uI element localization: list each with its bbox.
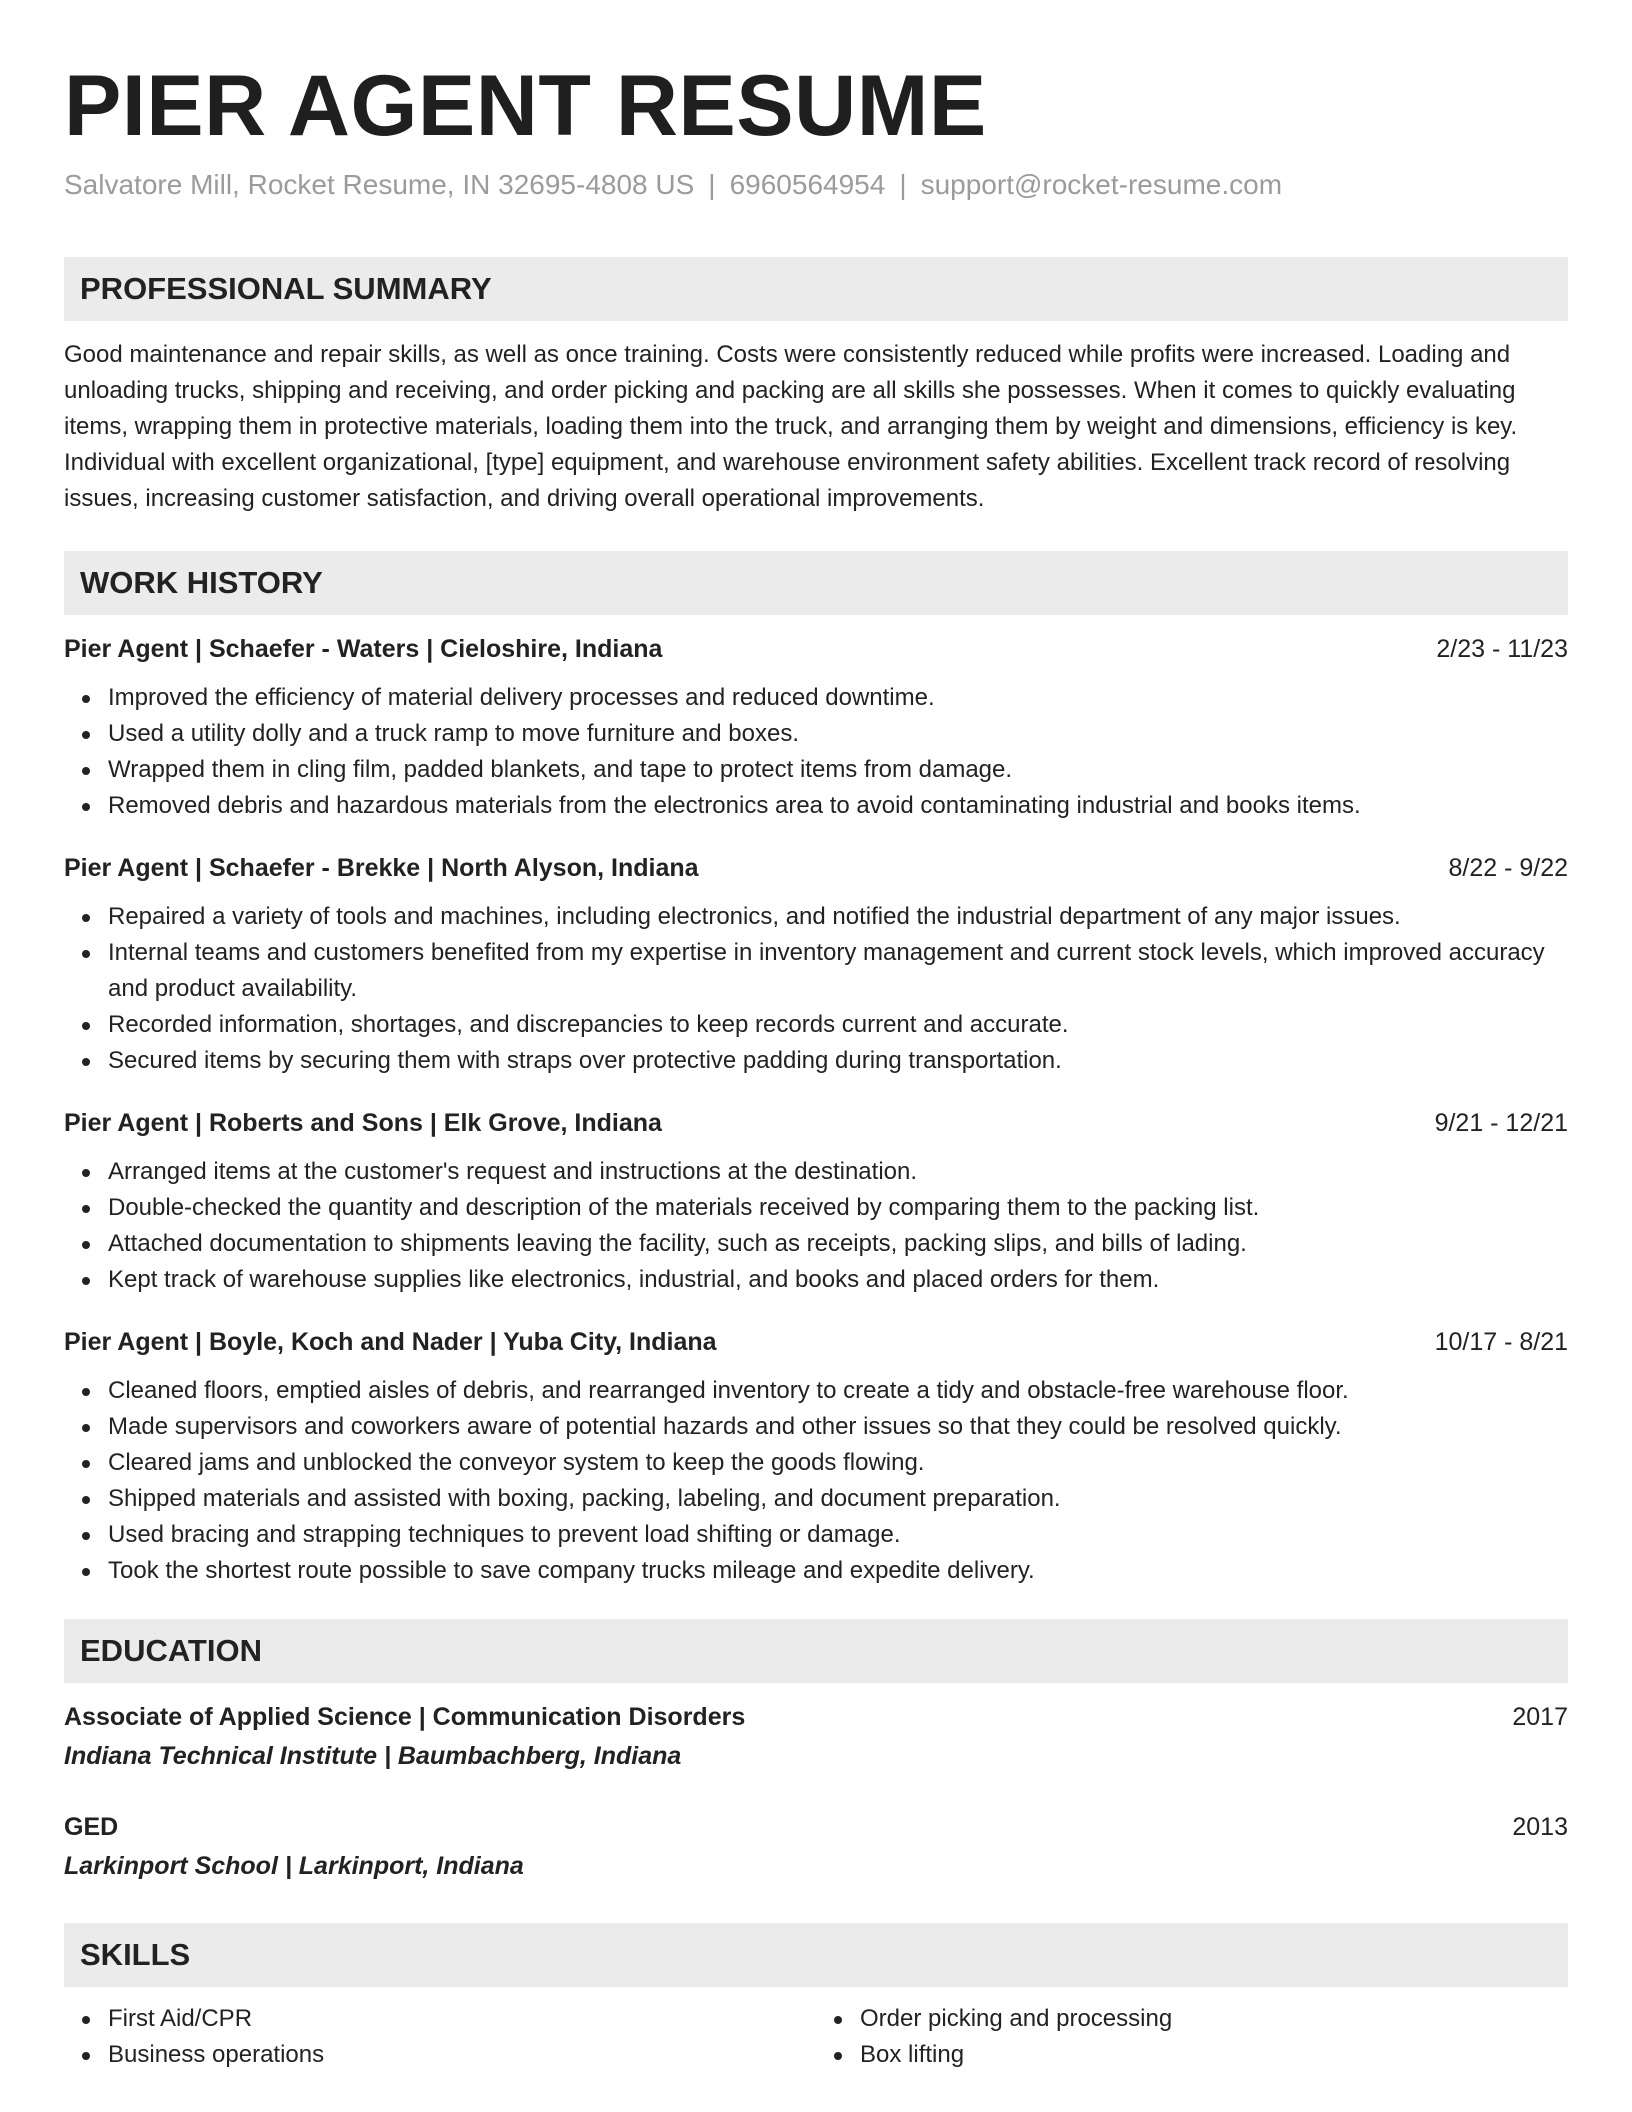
education-entry <box>64 1699 1568 1775</box>
skill-item: Business operations <box>108 2037 816 2073</box>
job-title: Pier Agent | Boyle, Koch and Nader | Yuba City, Indiana <box>64 1328 717 1356</box>
skill-item: First Aid/CPR <box>108 2001 816 2037</box>
job-header <box>64 1324 1568 1360</box>
skill-item: Box lifting <box>860 2037 1568 2073</box>
job-bullet: Secured items by securing them with straps over protective padding during transportation. <box>108 1043 1568 1079</box>
job-header <box>64 631 1568 667</box>
job-entry <box>64 1324 1568 1589</box>
job-bullet: Arranged items at the customer's request and instructions at the destination. <box>108 1154 1568 1190</box>
job-bullets <box>64 899 1568 1079</box>
skills-column-right <box>816 2001 1568 2073</box>
contact-phone: 6960564954 <box>729 169 886 200</box>
education-header <box>64 1699 1568 1735</box>
job-bullet: Repaired a variety of tools and machines, including electronics, and notified the industrial department of any major issues. <box>108 899 1568 935</box>
job-entry <box>64 631 1568 824</box>
job-bullets <box>64 680 1568 824</box>
skills-grid <box>64 2001 1568 2073</box>
job-header <box>64 1105 1568 1141</box>
contact-line <box>64 166 1568 204</box>
job-bullet: Cleaned floors, emptied aisles of debris, and rearranged inventory to create a tidy and obstacle-free warehouse floor. <box>108 1373 1568 1409</box>
job-entry <box>64 1105 1568 1298</box>
job-bullet: Double-checked the quantity and description of the materials received by comparing them to the packing list. <box>108 1190 1568 1226</box>
skills-list <box>64 2001 816 2073</box>
education-header <box>64 1809 1568 1845</box>
summary-text: Good maintenance and repair skills, as well as once training. Costs were consistently reduced while profits were increased. Loading and unloading trucks, shipping and receiving, and order picking and packing are all skills she possesses. When it comes to quickly evaluating items, wrapping them in protective materials, loading them into the truck, and arranging them by weight and dimensions, efficiency is key. Individual with excellent organizational, [type] equipment, and warehouse environment safety abilities. Excellent track record of resolving issues, increasing customer satisfaction, and driving overall operational improvements. <box>64 341 1518 512</box>
education-entry <box>64 1809 1568 1885</box>
job-bullet: Used a utility dolly and a truck ramp to move furniture and boxes. <box>108 716 1568 752</box>
job-bullet: Attached documentation to shipments leaving the facility, such as receipts, packing slips, and bills of lading. <box>108 1226 1568 1262</box>
contact-email: support@rocket-resume.com <box>920 169 1283 200</box>
education-year: 2013 <box>1512 1813 1568 1841</box>
job-bullet: Used bracing and strapping techniques to prevent load shifting or damage. <box>108 1517 1568 1553</box>
job-header <box>64 850 1568 886</box>
job-bullet: Cleared jams and unblocked the conveyor system to keep the goods flowing. <box>108 1445 1568 1481</box>
job-bullet: Kept track of warehouse supplies like electronics, industrial, and books and placed orders for them. <box>108 1262 1568 1298</box>
section-header-skills: SKILLS <box>64 1923 1568 1987</box>
contact-address: Salvatore Mill, Rocket Resume, IN 32695-4808 US <box>64 169 695 200</box>
job-bullets <box>64 1373 1568 1589</box>
job-bullet: Recorded information, shortages, and discrepancies to keep records current and accurate. <box>108 1007 1568 1043</box>
education-school: Indiana Technical Institute | Baumbachberg, Indiana <box>64 1742 682 1770</box>
job-bullet: Removed debris and hazardous materials from the electronics area to avoid contaminating industrial and books items. <box>108 788 1568 824</box>
job-dates: 9/21 - 12/21 <box>1434 1109 1568 1137</box>
skill-item: Order picking and processing <box>860 2001 1568 2037</box>
job-title: Pier Agent | Roberts and Sons | Elk Grove, Indiana <box>64 1109 662 1137</box>
job-bullet: Internal teams and customers benefited from my expertise in inventory management and current stock levels, which improved accuracy and product availability. <box>108 935 1568 1007</box>
job-dates: 10/17 - 8/21 <box>1434 1328 1568 1356</box>
section-header-summary: PROFESSIONAL SUMMARY <box>64 257 1568 321</box>
job-title: Pier Agent | Schaefer - Brekke | North Alyson, Indiana <box>64 854 699 882</box>
resume-title: PIER AGENT RESUME <box>64 58 987 154</box>
contact-separator: | <box>708 169 716 200</box>
job-bullet: Wrapped them in cling film, padded blankets, and tape to protect items from damage. <box>108 752 1568 788</box>
skills-list <box>816 2001 1568 2073</box>
job-title: Pier Agent | Schaefer - Waters | Cieloshire, Indiana <box>64 635 663 663</box>
education-degree: Associate of Applied Science | Communication Disorders <box>64 1703 746 1731</box>
skills-column-left <box>64 2001 816 2073</box>
education-degree: GED <box>64 1813 119 1841</box>
job-bullet: Took the shortest route possible to save company trucks mileage and expedite delivery. <box>108 1553 1568 1589</box>
job-bullets <box>64 1154 1568 1298</box>
job-bullet: Shipped materials and assisted with boxing, packing, labeling, and document preparation. <box>108 1481 1568 1517</box>
job-bullet: Improved the efficiency of material delivery processes and reduced downtime. <box>108 680 1568 716</box>
section-header-education: EDUCATION <box>64 1619 1568 1683</box>
education-year: 2017 <box>1512 1703 1568 1731</box>
contact-separator: | <box>899 169 907 200</box>
job-dates: 2/23 - 11/23 <box>1436 635 1568 663</box>
job-entry <box>64 850 1568 1079</box>
education-school: Larkinport School | Larkinport, Indiana <box>64 1852 524 1880</box>
job-bullet: Made supervisors and coworkers aware of potential hazards and other issues so that they could be resolved quickly. <box>108 1409 1568 1445</box>
section-header-work-history: WORK HISTORY <box>64 551 1568 615</box>
job-dates: 8/22 - 9/22 <box>1448 854 1568 882</box>
